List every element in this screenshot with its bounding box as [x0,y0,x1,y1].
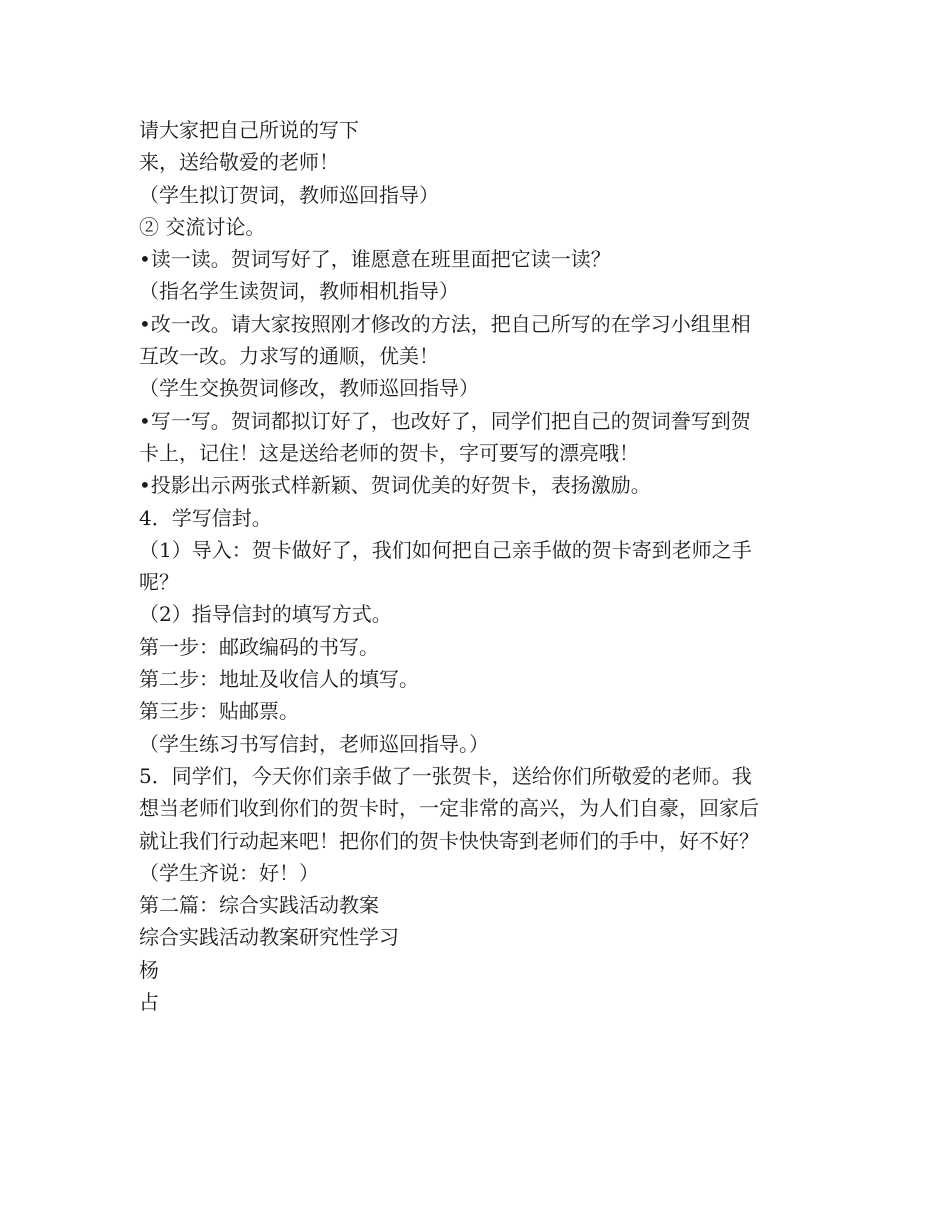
text-line: （学生交换贺词修改，教师巡回指导） [139,376,479,401]
text-line: （学生拟订贺词，教师巡回指导） [139,182,439,207]
text-line: 互改一改。力求写的通顺，优美！ [139,344,439,369]
text-line: 就让我们行动起来吧！把你们的贺卡快快寄到老师们的手中，好不好？ [139,828,759,853]
text-line: 呢？ [139,570,179,595]
text-line: （2）指导信封的填写方式。 [139,602,392,627]
text-line: 请大家把自己所说的写下 [139,118,359,142]
section-heading: 第二篇：综合实践活动教案 [139,893,379,918]
text-line: 占 [139,990,159,1015]
text-line: 第三步：贴邮票。 [139,699,299,724]
text-line: 第一步：邮政编码的书写。 [139,634,379,659]
text-line: 第二步：地址及收信人的填写。 [139,667,419,692]
text-line: •写一写。贺词都拟订好了，也改好了，同学们把自己的贺词誊写到贺 [139,408,751,433]
text-line: （学生练习书写信封，老师巡回指导。） [139,731,489,756]
text-line: •读一读。贺词写好了，谁愿意在班里面把它读一读？ [139,247,611,272]
text-line: （1）导入：贺卡做好了，我们如何把自己亲手做的贺卡寄到老师之手 [139,537,752,562]
text-line: 想当老师们收到你们的贺卡时，一定非常的高兴，为人们自豪，回家后 [139,796,759,821]
document-body [139,114,819,1018]
text-line: •改一改。请大家按照刚才修改的方法，把自己所写的在学习小组里相 [139,311,751,336]
text-line: •投影出示两张式样新颖、贺词优美的好贺卡，表扬激励。 [139,473,651,498]
text-line: 5．同学们，今天你们亲手做了一张贺卡，送给你们所敬爱的老师。我 [139,763,752,788]
text-line: （学生齐说：好！） [139,860,319,885]
text-line: （指名学生读贺词，教师相机指导） [139,279,459,304]
text-line: 杨 [139,957,159,982]
text-line: ② 交流讨论。 [139,214,266,239]
text-line: 综合实践活动教案研究性学习 [139,925,399,950]
text-line: 4．学写信封。 [139,505,272,530]
text-line: 卡上，记住！这是送给老师的贺卡，字可要写的漂亮哦！ [139,440,639,465]
text-line: 来，送给敬爱的老师！ [139,150,339,175]
